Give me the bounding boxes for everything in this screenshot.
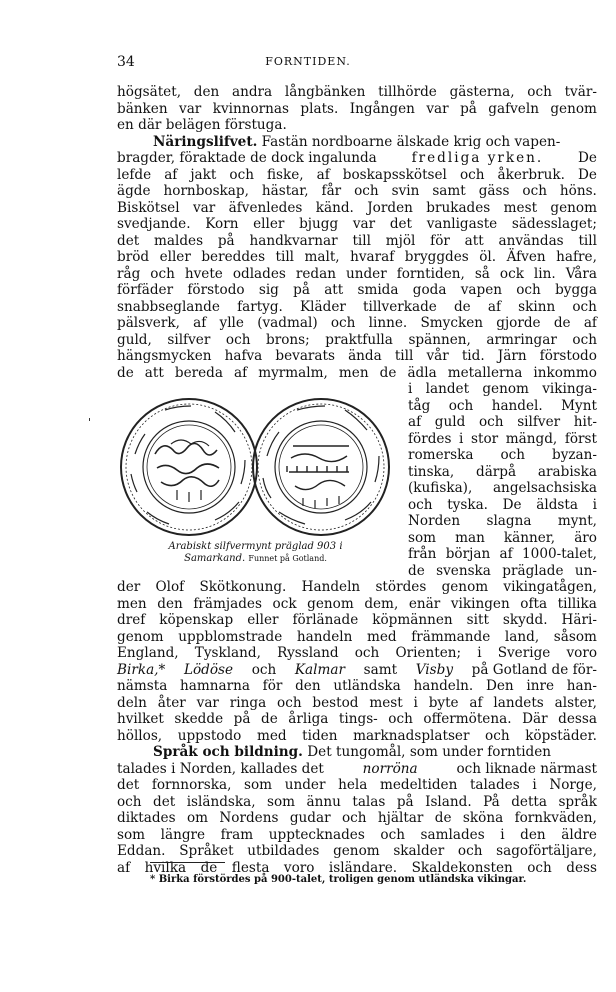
- text-line: det fornnorska, som under hela medeltiden talades i Norge,: [117, 777, 597, 793]
- margin-mark: ': [88, 416, 92, 429]
- text-line: tåg och handel. Mynt: [408, 397, 597, 414]
- text-line: [117, 150, 597, 167]
- place-name: Lödöse: [183, 661, 234, 678]
- section-heading: Språk och bildning.: [153, 744, 303, 760]
- text-fragment: samt: [363, 661, 398, 678]
- text-line: England, Tyskland, Ryssland och Orienten; i Sverige voro: [117, 645, 597, 661]
- text-line: hvilket skedde på de årliga tings- och offermötena. Där dessa: [117, 711, 597, 727]
- narrow-text-block: [408, 381, 597, 579]
- text-line: pälsverk, af ylle (vadmal) och linne. Smycken gjorde de af: [117, 315, 597, 331]
- text-line: ägde hornboskap, hästar, får och svin samt gäss och höns.: [117, 183, 597, 199]
- text-line: bänken var kvinnornas plats. Ingången var på gafveln genom: [117, 100, 597, 117]
- text-line: hängsmycken hafva bevarats ända till vår tid. Järn förstodo: [117, 348, 597, 364]
- text-line: en där belägen förstuga.: [117, 117, 287, 133]
- running-title: FORNTIDEN.: [265, 55, 351, 68]
- text-line: af guld och silfver hit-: [408, 414, 597, 430]
- text-line: högsätet, den andra långbänken tillhörde gästerna, och tvär-: [117, 84, 597, 100]
- text-line: råg och hvete odlades redan under forntiden, så ock lin. Våra: [117, 265, 597, 282]
- text-fragment: och: [251, 661, 277, 678]
- figure-caption: [117, 541, 394, 565]
- place-name: Kalmar: [294, 661, 346, 678]
- text-line: Norden slagna mynt,: [408, 513, 597, 529]
- top-text-block: [117, 84, 597, 381]
- text-line: guld, silfver och brons; praktfulla spännen, armringar och: [117, 331, 597, 348]
- text-fragment: De: [578, 150, 597, 166]
- text-fragment: och liknade närmast: [456, 760, 597, 777]
- text-line: från början af 1000-talet,: [408, 546, 597, 562]
- footnote: * Birka förstördes på 900-talet, troligen genom utländska vikingar.: [150, 874, 527, 885]
- text-line: och det isländska, som ännu talas på Island. På detta språk: [117, 793, 597, 810]
- text-line: romerska och byzan-: [408, 447, 597, 463]
- section-heading-line: [117, 134, 597, 151]
- text-line: fördes i stor mängd, först: [408, 430, 597, 447]
- text-line: Biskötsel var äfvenledes känd. Jorden brukades mest genom: [117, 199, 597, 216]
- text-line: de svenska präglade un-: [408, 562, 597, 579]
- text-line: [117, 761, 597, 778]
- coin-illustration: [117, 394, 394, 540]
- place-name: Visby: [415, 661, 454, 678]
- text-line: genom uppblomstrade handeln med främmande land, såsom: [117, 628, 597, 645]
- text-line: nämsta hamnarna för den utländska handeln. Den inre han-: [117, 678, 597, 694]
- text-line: af hvilka de flesta voro isländare. Skaldekonsten och dess: [117, 859, 597, 876]
- text-line: diktades om Nordens gudar och hjältar de sköna fornkväden,: [117, 810, 597, 826]
- text-line: förfäder förstodo sig på att smida goda vapen och bygga: [117, 282, 597, 298]
- page-number: 34: [117, 54, 135, 70]
- caption-line: Arabiskt silfvermynt präglad 903 i: [168, 541, 343, 552]
- text-line: som man känner, äro: [408, 529, 597, 546]
- text-line: Fastän nordboarne älskade krig och vapen-: [261, 133, 561, 150]
- coin-reverse: [253, 399, 389, 535]
- text-line: snabbseglande fartyg. Kläder tillverkade de af skinn och: [117, 298, 597, 315]
- text-line: och tyska. De äldsta i: [408, 496, 597, 513]
- text-line: i landet genom vikinga-: [408, 381, 597, 397]
- text-line: bröd eller bereddes till malt, hvaraf bryggdes öl. Äfven hafre,: [117, 249, 597, 265]
- text-fragment: talades i Norden, kallades det: [117, 760, 324, 777]
- text-line: svedjande. Korn eller bjugg var det vanligaste sädesslaget;: [117, 216, 597, 232]
- text-line: [117, 662, 597, 679]
- text-line: det maldes på handkvarnar till mjöl för att användas till: [117, 232, 597, 249]
- text-line: men den främjades ock genom dem, enär vikingen ofta tillika: [117, 595, 597, 612]
- text-line: der Olof Skötkonung. Handeln stördes genom vikingatågen,: [117, 579, 597, 595]
- text-line: höllos, uppstodo med tiden marknadsplatser och köpstäder.: [117, 727, 597, 744]
- caption-note: Funnet på Gotland.: [248, 554, 327, 563]
- text-line: tinska, därpå arabiska: [408, 463, 597, 480]
- section-heading-line: [117, 744, 597, 761]
- text-line: lefde af jakt och fiske, af boskapsskötsel och åkerbruk. De: [117, 166, 597, 183]
- text-line: som längre fram upptecknades och samlades i den äldre: [117, 826, 597, 843]
- text-fragment: på Gotland de för-: [471, 661, 597, 678]
- term: norröna: [362, 760, 418, 777]
- coin-obverse: [121, 399, 257, 535]
- footnote-rule: [150, 862, 225, 863]
- place-name: Birka,*: [117, 661, 166, 678]
- text-fragment: bragder, föraktade de dock ingalunda: [117, 150, 377, 166]
- section-heading: Näringslifvet.: [153, 133, 258, 150]
- text-line: de att bereda af myrmalm, men de ädla metallerna inkommo: [117, 364, 597, 381]
- text-line: Det tungomål, som under forntiden: [307, 744, 552, 760]
- text-line: (kufiska), angelsachsiska: [408, 480, 597, 496]
- spaced-text: fredliga yrken.: [411, 150, 544, 166]
- text-line: Eddan. Språket utbildades genom skalder och sagoförtäljare,: [117, 843, 597, 859]
- text-line: deln åter var ringa och bestod mest i byte af landets alster,: [117, 694, 597, 711]
- caption-line: Samarkand.: [184, 553, 246, 564]
- text-line: dref köpenskap eller förlänade köpmännen sitt skydd. Häri-: [117, 612, 597, 628]
- lower-text-block: [117, 579, 597, 876]
